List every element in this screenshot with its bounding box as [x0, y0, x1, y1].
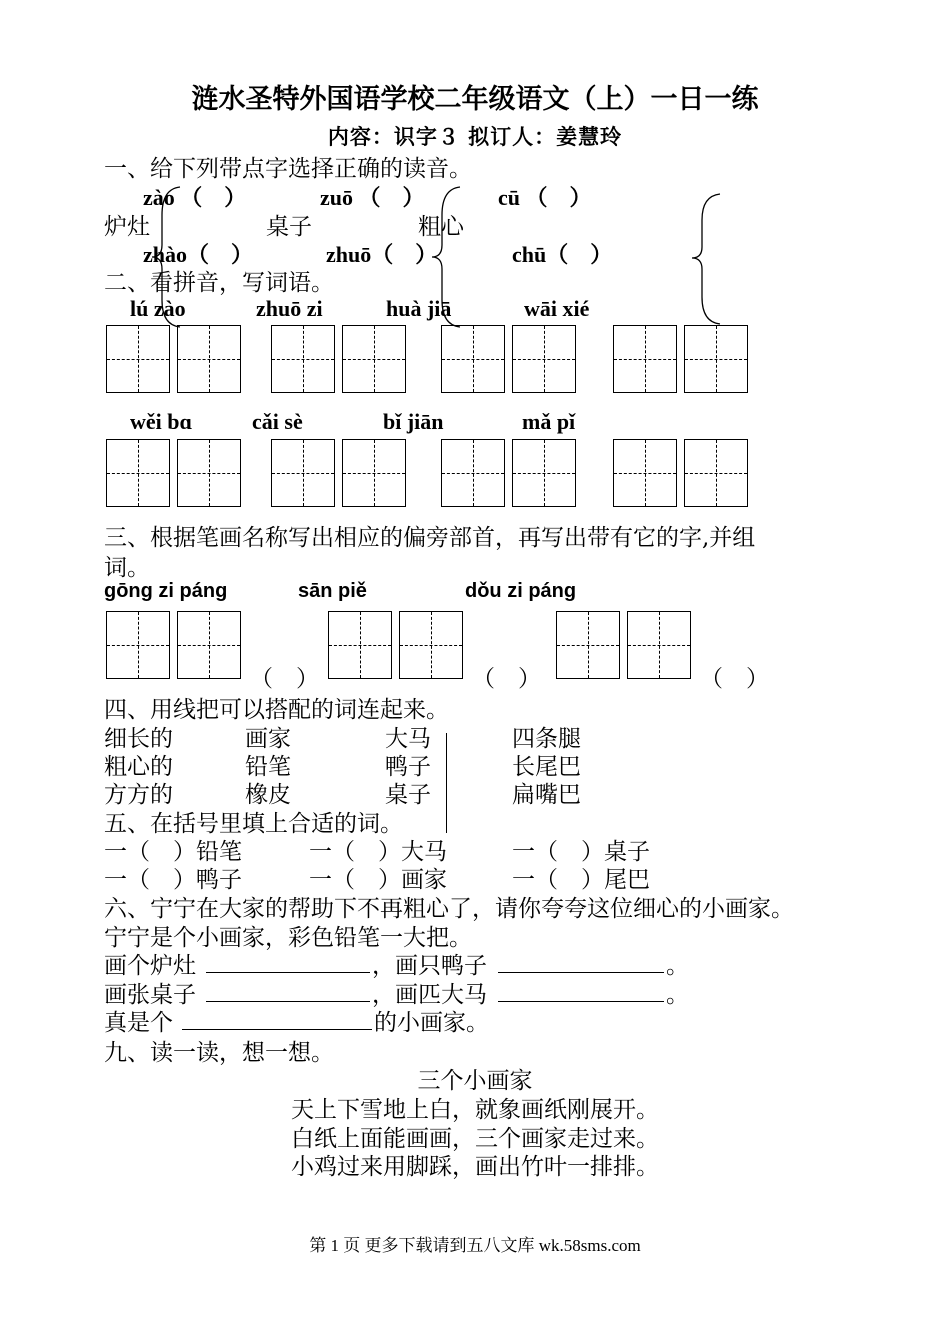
- s2-pinyin-2: zhuō zi: [256, 296, 323, 321]
- s4-col2-word: 橡皮: [245, 782, 291, 808]
- s5-fill-item[interactable]: 一（ ）桌子: [512, 839, 650, 865]
- writing-box[interactable]: [328, 611, 392, 679]
- s6-line-2-mid: ，画只鸭子: [372, 953, 487, 979]
- s3-answer-paren-2[interactable]: （ ）: [472, 666, 541, 692]
- writing-box[interactable]: [684, 325, 748, 393]
- writing-box[interactable]: [512, 325, 576, 393]
- section-3-heading-line2: 词。: [104, 555, 150, 581]
- writing-box[interactable]: [106, 325, 170, 393]
- s4-col1-word: 粗心的: [104, 754, 173, 780]
- vertical-divider-line: [446, 733, 447, 833]
- answer-blank[interactable]: [206, 972, 370, 973]
- writing-box[interactable]: [512, 439, 576, 507]
- section-5-heading: 五、在括号里填上合适的词。: [104, 811, 403, 837]
- poem-line: 白纸上面能画画，三个画家走过来。: [291, 1126, 659, 1152]
- s6-line-1: 宁宁是个小画家，彩色铅笔一大把。: [104, 925, 472, 951]
- s1-bottom-option-2: zhuō（ ）: [326, 242, 438, 267]
- writing-box[interactable]: [613, 325, 677, 393]
- writing-box[interactable]: [177, 439, 241, 507]
- section-4-heading: 四、用线把可以搭配的词连起来。: [104, 697, 449, 723]
- s5-fill-item[interactable]: 一（ ）鸭子: [104, 867, 242, 893]
- writing-box[interactable]: [106, 439, 170, 507]
- s2-pinyin-6: cǎi sè: [252, 409, 303, 434]
- s1-word-3: 粗心: [418, 214, 464, 240]
- s1-top-option-3: cū （ ）: [498, 185, 592, 210]
- section-9-heading: 九、读一读，想一想。: [104, 1040, 334, 1066]
- s6-line-3-end: 。: [666, 982, 689, 1008]
- s3-answer-paren-3[interactable]: （ ）: [700, 666, 769, 692]
- writing-box[interactable]: [441, 439, 505, 507]
- brace-shape-3: [690, 192, 725, 327]
- answer-blank[interactable]: [206, 1001, 370, 1002]
- s6-line-3-mid: ，画匹大马: [372, 982, 487, 1008]
- s6-line-3-start: 画张桌子: [104, 982, 196, 1008]
- s2-pinyin-7: bǐ jiān: [383, 409, 444, 434]
- s1-word-2: 桌子: [266, 214, 312, 240]
- writing-box[interactable]: [342, 325, 406, 393]
- writing-box[interactable]: [684, 439, 748, 507]
- s4-col4-word: 扁嘴巴: [512, 782, 581, 808]
- s2-pinyin-1: lú zào: [130, 296, 186, 321]
- s2-pinyin-3: huà jiā: [386, 296, 452, 321]
- answer-blank[interactable]: [182, 1029, 372, 1030]
- section-2-heading: 二、看拼音，写词语。: [104, 270, 334, 296]
- s1-bottom-option-3: chū（ ）: [512, 242, 613, 267]
- writing-box[interactable]: [441, 325, 505, 393]
- page-subtitle: 内容：识字３ 拟订人：姜慧玲: [327, 124, 623, 149]
- s4-col2-word: 铅笔: [245, 754, 291, 780]
- s3-stroke-label-2: sān piě: [298, 580, 367, 602]
- answer-blank[interactable]: [498, 972, 664, 973]
- poem-title: 三个小画家: [417, 1068, 533, 1094]
- s6-line-4-end: 的小画家。: [374, 1010, 489, 1036]
- answer-blank[interactable]: [498, 1001, 664, 1002]
- writing-box[interactable]: [106, 611, 170, 679]
- s5-fill-item[interactable]: 一（ ）画家: [309, 867, 447, 893]
- s2-pinyin-5: wěi bɑ: [130, 409, 193, 434]
- section-3-heading-line1: 三、根据笔画名称写出相应的偏旁部首，再写出带有它的字,并组: [104, 525, 756, 551]
- s6-line-2-start: 画个炉灶: [104, 953, 196, 979]
- s3-answer-paren-1[interactable]: （ ）: [250, 666, 319, 692]
- writing-box[interactable]: [271, 325, 335, 393]
- s3-stroke-label-3: dǒu zi páng: [465, 580, 577, 602]
- writing-box[interactable]: [399, 611, 463, 679]
- page-footer: 第 1 页 更多下载请到五八文库 wk.58sms.com: [309, 1236, 641, 1255]
- page-title: 涟水圣特外国语学校二年级语文（上）一日一练: [191, 84, 759, 115]
- poem-line: 小鸡过来用脚踩，画出竹叶一排排。: [291, 1154, 659, 1180]
- writing-box[interactable]: [177, 611, 241, 679]
- s6-line-4-start: 真是个: [104, 1010, 173, 1036]
- s5-fill-item[interactable]: 一（ ）尾巴: [512, 867, 650, 893]
- s1-bottom-option-1: zhào（ ）: [143, 242, 254, 267]
- s2-pinyin-4: wāi xié: [524, 296, 590, 321]
- s1-top-option-2: zuō （ ）: [320, 185, 425, 210]
- writing-box[interactable]: [271, 439, 335, 507]
- writing-box[interactable]: [342, 439, 406, 507]
- s4-col3-word: 大马: [385, 726, 431, 752]
- s5-fill-item[interactable]: 一（ ）大马: [309, 839, 447, 865]
- s4-col2-word: 画家: [245, 726, 291, 752]
- s3-stroke-label-1: gōng zi páng: [104, 580, 228, 602]
- s4-col3-word: 桌子: [385, 782, 431, 808]
- writing-box[interactable]: [627, 611, 691, 679]
- s4-col1-word: 方方的: [104, 782, 173, 808]
- writing-box[interactable]: [177, 325, 241, 393]
- writing-box[interactable]: [556, 611, 620, 679]
- s5-fill-item[interactable]: 一（ ）铅笔: [104, 839, 242, 865]
- s4-col3-word: 鸭子: [385, 754, 431, 780]
- section-1-heading: 一、给下列带点字选择正确的读音。: [104, 156, 472, 182]
- s4-col4-word: 四条腿: [512, 726, 581, 752]
- section-6-heading: 六、宁宁在大家的帮助下不再粗心了，请你夸夸这位细心的小画家。: [104, 896, 794, 922]
- s4-col4-word: 长尾巴: [512, 754, 581, 780]
- poem-line: 天上下雪地上白，就象画纸刚展开。: [291, 1097, 659, 1123]
- s1-top-option-1: zào （ ）: [143, 185, 247, 210]
- s1-word-1: 炉灶: [104, 214, 150, 240]
- s4-col1-word: 细长的: [104, 726, 173, 752]
- s6-line-2-end: 。: [666, 953, 689, 979]
- writing-box[interactable]: [613, 439, 677, 507]
- s2-pinyin-8: mǎ pǐ: [522, 409, 576, 434]
